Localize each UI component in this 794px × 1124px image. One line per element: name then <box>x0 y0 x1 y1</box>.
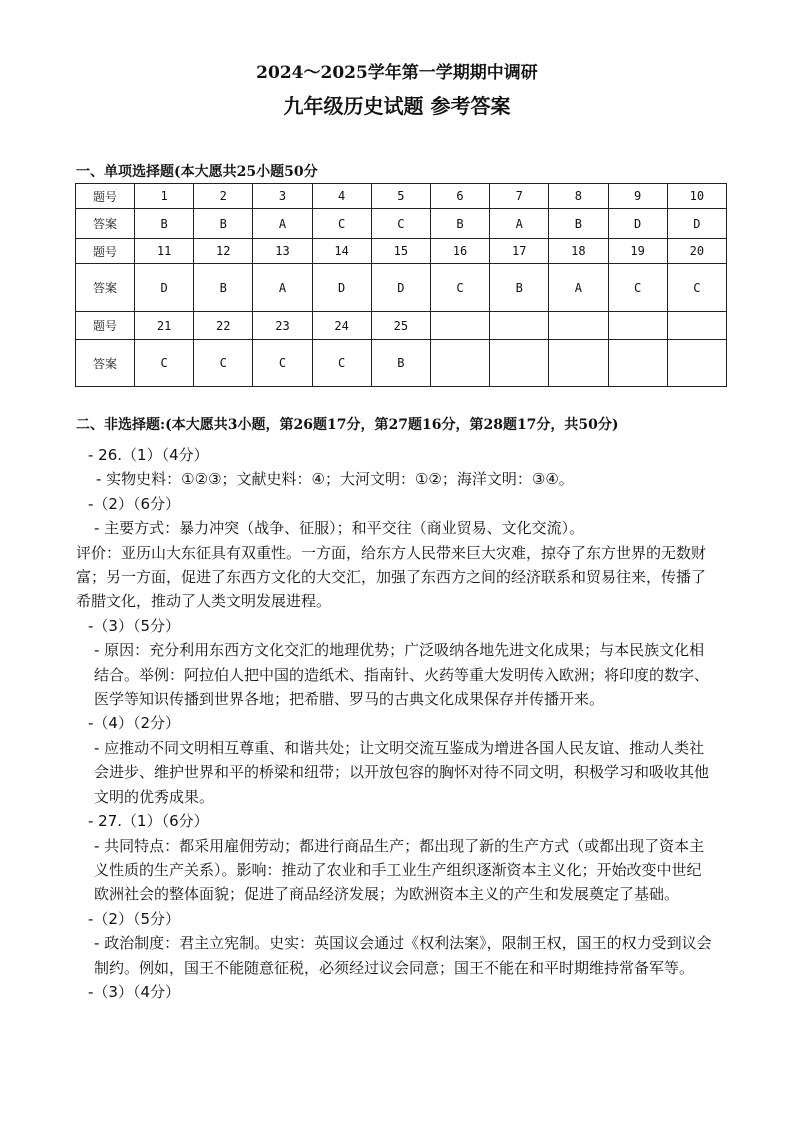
answer-cell: A <box>490 209 549 239</box>
answer-cell: B <box>194 264 253 312</box>
answer-cell: A <box>253 209 312 239</box>
answer-table <box>75 183 727 387</box>
question-number: 16 <box>430 239 489 264</box>
question-number: 14 <box>312 239 371 264</box>
question-number: 2 <box>194 184 253 209</box>
answer-cell: B <box>371 340 430 387</box>
answer-cell: D <box>608 209 667 239</box>
answer-cell <box>430 340 489 387</box>
question-number: 13 <box>253 239 312 264</box>
answer-cell <box>490 340 549 387</box>
question-number: 4 <box>312 184 371 209</box>
answer-cell: B <box>194 209 253 239</box>
section1-heading: 一、单项选择题(本大愿共25小题50分 <box>76 164 318 180</box>
title-line-1: 2024～2025学年第一学期期中调研 <box>256 63 538 83</box>
question-number: 18 <box>549 239 608 264</box>
answer-cell: D <box>135 264 194 312</box>
question-number: 9 <box>608 184 667 209</box>
answer-cell: C <box>371 209 430 239</box>
answer-cell: A <box>253 264 312 312</box>
answer-line: - 实物史料：①②③；文献史料：④；大河文明：①②；海洋文明：③④。 <box>96 470 574 489</box>
answer-cell <box>608 340 667 387</box>
answer-cell: B <box>549 209 608 239</box>
table-row <box>76 264 727 312</box>
answer-cell: C <box>667 264 726 312</box>
question-number: 22 <box>194 312 253 340</box>
question-number: 15 <box>371 239 430 264</box>
question-number <box>430 312 489 340</box>
question-number: 10 <box>667 184 726 209</box>
row-label: 题号 <box>76 184 135 209</box>
question-number: 19 <box>608 239 667 264</box>
question-heading: - 26.（1）（4分） <box>88 446 209 464</box>
row-label: 答案 <box>76 209 135 239</box>
subquestion-heading: -（3）（5分） <box>88 616 181 635</box>
question-number: 11 <box>135 239 194 264</box>
table-row <box>76 312 727 340</box>
answer-cell: D <box>667 209 726 239</box>
answer-cell: C <box>430 264 489 312</box>
question-number <box>608 312 667 340</box>
answer-paragraph: - 应推动不同文明相互尊重、和谐共处；让文明交流互鉴成为增进各国人民友谊、推动人类社会进步、维护世界和平的桥梁和纽带；以开放包容的胸怀对待不同文明，积极学习和吸收其他文明的优秀成果。 <box>94 738 710 806</box>
answer-cell: C <box>194 340 253 387</box>
question-number: 6 <box>430 184 489 209</box>
subquestion-heading: -（2）（6分） <box>88 494 181 513</box>
table-row <box>76 340 727 387</box>
question-number: 12 <box>194 239 253 264</box>
answer-paragraph: - 原因：充分利用东西方文化交汇的地理优势；广泛吸纳各地先进文化成果；与本民族文化相结合。举例：阿拉伯人把中国的造纸术、指南针、火药等重大发明传入欧洲；将印度的数字、医学等知识传播到世界各地；把希腊、罗马的古典文化成果保存并传播开来。 <box>94 641 710 709</box>
row-label: 题号 <box>76 312 135 340</box>
subquestion-heading: -（3）（4分） <box>88 982 181 1001</box>
table-row <box>76 209 727 239</box>
answer-cell: B <box>135 209 194 239</box>
subquestion-heading: -（4）（2分） <box>88 714 181 733</box>
answer-cell: D <box>312 264 371 312</box>
question-number: 25 <box>371 312 430 340</box>
answer-paragraph: - 政治制度：君主立宪制。史实：英国议会通过《权利法案》，限制王权，国王的权力受到议会制约。例如，国王不能随意征税，必须经过议会同意；国王不能在和平时期维持常备军等。 <box>94 934 712 977</box>
title-line-2: 九年级历史试题 参考答案 <box>283 94 511 118</box>
table-row <box>76 184 727 209</box>
answer-cell: A <box>549 264 608 312</box>
row-label: 题号 <box>76 239 135 264</box>
answer-cell: B <box>430 209 489 239</box>
question-number <box>667 312 726 340</box>
question-heading: - 27.（1）（6分） <box>88 812 209 831</box>
answer-paragraph: 评价：亚历山大东征具有双重性。一方面，给东方人民带来巨大灾难，掠夺了东方世界的无数财富；另一方面，促进了东西方文化的大交汇，加强了东西方之间的经济联系和贸易往来，传播了希腊文化，推动了人类文明发展进程。 <box>76 543 707 611</box>
row-label: 答案 <box>76 340 135 387</box>
question-number <box>549 312 608 340</box>
question-number <box>490 312 549 340</box>
question-number: 23 <box>253 312 312 340</box>
answer-cell: D <box>371 264 430 312</box>
answer-cell: C <box>312 340 371 387</box>
answer-line: - 主要方式：暴力冲突（战争、征服）；和平交往（商业贸易、文化交流）。 <box>94 519 585 538</box>
question-number: 21 <box>135 312 194 340</box>
answer-body <box>76 443 716 1004</box>
question-number: 20 <box>667 239 726 264</box>
table-row <box>76 239 727 264</box>
answer-cell: C <box>608 264 667 312</box>
question-number: 24 <box>312 312 371 340</box>
answer-cell: B <box>490 264 549 312</box>
question-number: 7 <box>490 184 549 209</box>
section2-heading: 二、非选择题:(本大愿共3小题，第26题17分，第27题16分，第28题17分，共50分) <box>76 417 619 433</box>
row-label: 答案 <box>76 264 135 312</box>
subquestion-heading: -（2）（5分） <box>88 909 181 928</box>
question-number: 8 <box>549 184 608 209</box>
question-number: 3 <box>253 184 312 209</box>
answer-cell <box>667 340 726 387</box>
answer-cell <box>549 340 608 387</box>
answer-cell: C <box>253 340 312 387</box>
question-number: 17 <box>490 239 549 264</box>
answer-cell: C <box>135 340 194 387</box>
question-number: 1 <box>135 184 194 209</box>
question-number: 5 <box>371 184 430 209</box>
answer-cell: C <box>312 209 371 239</box>
answer-paragraph: - 共同特点：都采用雇佣劳动；都进行商品生产；都出现了新的生产方式（或都出现了资本主义性质的生产关系）。影响：推动了农业和手工业生产组织逐渐资本主义化；开始改变中世纪欧洲社会的整体面貌；促进了商品经济发展；为欧洲资本主义的产生和发展奠定了基础。 <box>94 836 705 904</box>
